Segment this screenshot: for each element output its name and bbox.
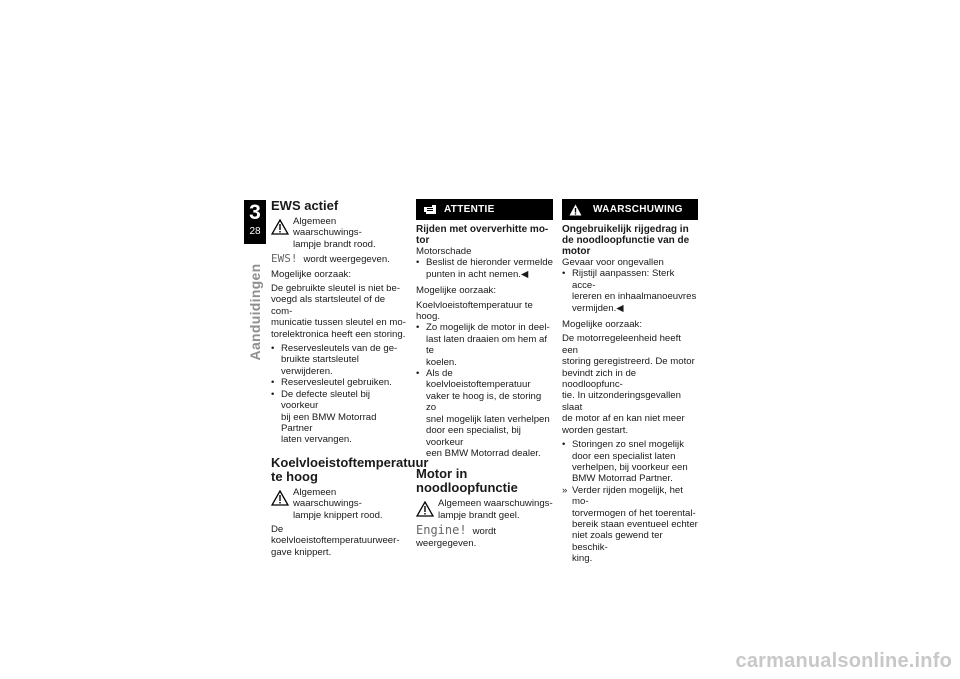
emergency-cause-line: bevindt zich in de noodloopfunc- [562,367,637,391]
list-item-line: • Reservesleutels van de ge- [281,343,398,355]
ews-bullet-list [271,343,406,446]
result-item-line: bereik staan eventueel echter [572,518,698,530]
warning-heading-line: motor [562,246,591,257]
coolant-heading-line: Koelvloeistoftemperatuur [271,454,429,470]
attention-banner [416,199,553,220]
list-item-line: • Beslist de hieronder vermelde [426,257,553,269]
pointing-hand-icon [423,204,437,215]
list-item-line: BMW Motorrad Partner. [572,473,673,485]
emergency-lamp-line-1: Algemeen waarschuwings- [438,498,553,510]
list-item-line: bruikte startsleutel verwijderen. [281,354,359,377]
warning-heading-line: de noodloopfunctie van de [562,235,690,246]
emergency-result-list [562,485,698,565]
ews-lamp-line-2: lampje brandt rood. [293,238,376,250]
ews-cause-line: municatie tussen sleutel en mo- [271,317,406,329]
coolant-cause-text: Koelvloeistoftemperatuur te hoog. [416,299,533,323]
list-item [562,439,698,485]
warning-label: WAARSCHUWING [593,204,683,215]
list-item-line: koelen. [426,356,457,368]
attention-label: ATTENTIE [444,204,495,215]
ews-cause-label: Mogelijke oorzaak: [271,268,351,280]
warning-subtitle: Gevaar voor ongevallen [562,257,664,268]
attention-heading-line: Rijden met oververhitte mo- [416,224,549,235]
coolant-lamp-line-1: Algemeen waarschuwings- [293,486,362,510]
ews-cause-line: torelektronica heeft een storing. [271,328,406,340]
result-item-line: niet zoals gewend ter beschik- [572,530,663,553]
chapter-number: 3 [249,201,261,224]
result-item-line: king. [572,553,593,565]
list-item-line: • Als de koelvloeistoftemperatuur [426,368,531,391]
column-attention [416,199,553,552]
emergency-cause-line: worden gestart. [562,424,629,436]
list-item [271,389,406,446]
list-item-line: verhelpen, bij voorkeur een [572,461,688,473]
emergency-mode-heading: Motor in noodloopfunctie [416,466,518,496]
warning-triangle-icon [271,219,289,235]
coolant-heading-line: te hoog [271,468,318,484]
chapter-title: Aanduidingen [247,263,263,361]
coolant-cause-label: Mogelijke oorzaak: [416,285,496,297]
column-ews [271,198,429,561]
emergency-lamp-line-2: lampje brandt geel. [438,509,520,521]
list-item-line: lereren en inhaalmanoeuvres [572,291,697,303]
warning-bullet-list [562,268,698,314]
coolant-lamp-row [271,487,406,521]
watermark: carmanualsonline.info [735,650,952,672]
list-item-line: punten in acht nemen.◀ [426,268,529,280]
warning-triangle-icon [569,204,582,216]
engine-display-text: wordt weergegeven. [416,526,497,549]
coolant-text-line: De koelvloeistoftemperatuurweer- [271,523,400,547]
emergency-cause-line: storing geregistreerd. De motor [562,356,695,368]
list-item-line: vermijden.◀ [572,302,624,314]
emergency-cause-line: De motorregeleenheid heeft een [562,333,681,356]
attention-bullet-list [416,257,553,280]
coolant-lamp-line-2: lampje knippert rood. [293,509,383,521]
coolant-remedy-list [416,322,553,459]
list-item [416,257,553,280]
warning-triangle-icon [416,501,434,517]
attention-subtitle: Motorschade [416,246,472,257]
emergency-cause-line: tie. In uitzonderingsgevallen slaat [562,390,681,413]
list-item-line: vaker te hoog is, de storing zo [426,390,542,414]
list-item-line: • Rijstijl aanpassen: Sterk acce- [572,268,675,291]
list-item-line: • Storingen zo snel mogelijk [572,439,684,451]
list-item [562,268,698,314]
result-item-line: » Verder rijden mogelijk, het mo- [572,484,683,508]
ews-cause-line: voegd als startsleutel of de com- [271,294,386,317]
list-item-line: • Reservesleutel gebruiken. [281,377,392,389]
emergency-lamp-row [416,498,553,522]
emergency-cause-line: de motor af en kan niet meer [562,413,685,425]
emergency-cause-label: Mogelijke oorzaak: [562,319,642,331]
list-item-line: door een specialist, bij voorkeur [426,425,521,448]
ews-display-code: EWS! [271,252,298,266]
column-warning [562,199,698,568]
warning-banner [562,199,698,220]
ews-lamp-row [271,216,406,250]
attention-heading-line: tor [416,235,430,246]
list-item-line: door een specialist laten [572,450,676,462]
list-item-line: • De defecte sleutel bij voorkeur [281,388,371,412]
warning-heading [562,224,698,257]
coolant-heading [271,454,429,484]
list-item [271,343,406,377]
chapter-side-title [244,252,266,372]
ews-cause-text [271,283,406,340]
chapter-tab [244,200,266,244]
engine-display-line [416,525,553,549]
result-item [562,485,698,565]
ews-display-text: wordt weergegeven. [303,254,390,266]
list-item-line: laten vervangen. [281,434,352,446]
coolant-text [271,524,406,558]
ews-lamp-line-1: Algemeen waarschuwings- [293,216,362,239]
list-item-line: een BMW Motorrad dealer. [426,447,541,459]
ews-cause-line: De gebruikte sleutel is niet be- [271,283,401,295]
list-item [416,368,553,459]
warning-triangle-icon [271,490,289,506]
list-item-line: snel mogelijk laten verhelpen [426,413,550,425]
ews-heading: EWS actief [271,198,339,213]
coolant-text-line: gave knippert. [271,546,332,558]
page-number: 28 [249,226,261,237]
warning-heading-line: Ongebruikelijk rijgedrag in [562,224,689,235]
ews-display-line [271,253,406,265]
result-item-line: torvermogen of het toerental- [572,507,696,519]
list-item [416,322,553,368]
list-item [271,377,406,388]
list-item-line: bij een BMW Motorrad Partner [281,411,377,434]
emergency-cause-text [562,333,698,436]
list-item-line: • Zo mogelijk de motor in deel- [426,322,550,334]
engine-display-code: Engine! [416,523,467,538]
emergency-remedy-list [562,439,698,485]
list-item-line: last laten draaien om hem af te [426,333,548,357]
attention-heading [416,224,553,246]
